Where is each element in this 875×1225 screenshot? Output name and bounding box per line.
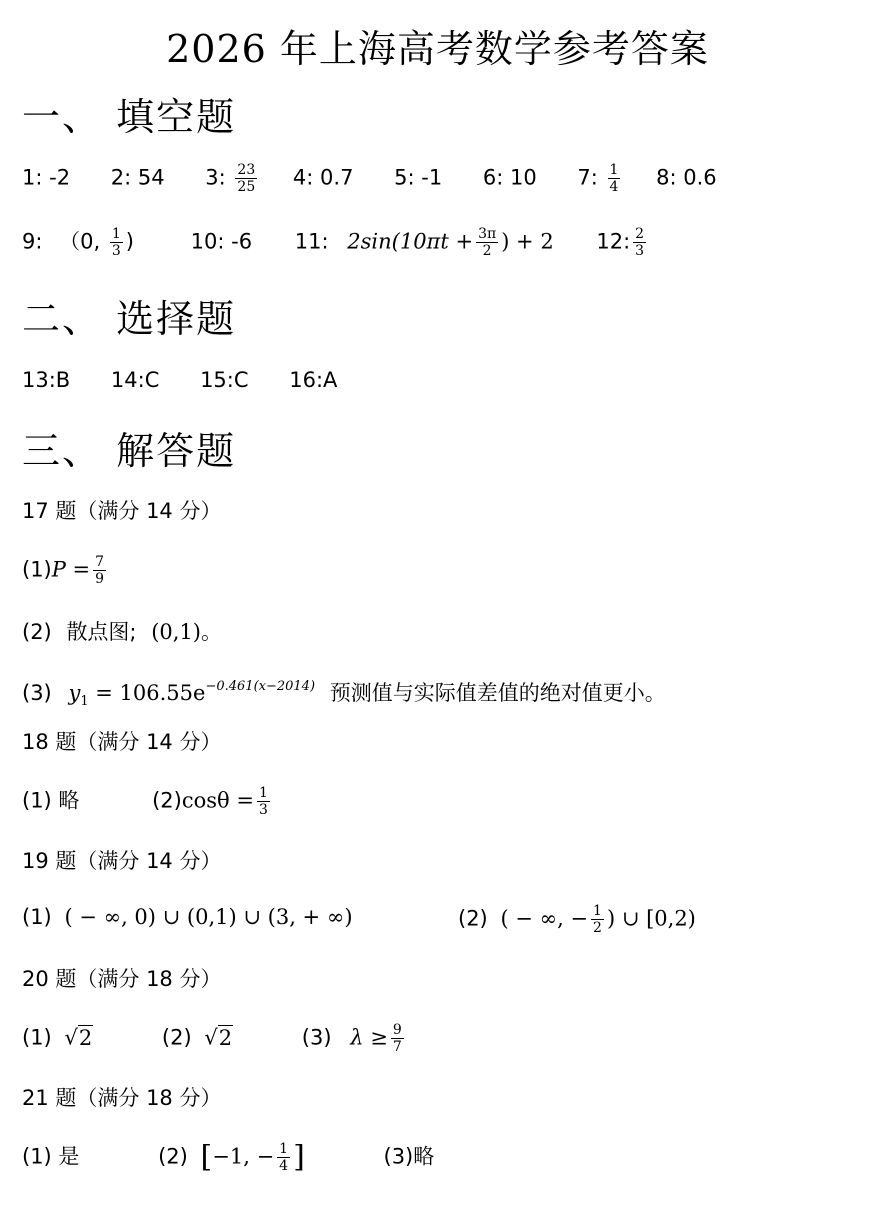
choice-answer: 16:A: [289, 368, 338, 392]
fill-answers-row-2: [22, 226, 649, 259]
q17-part-1: [22, 554, 109, 587]
answer-5: 5: -1: [394, 165, 443, 190]
q17-p2-end: 。: [201, 620, 222, 644]
q17-p2-text: 散点图;: [66, 620, 137, 644]
q19-p2-math-start: ( − ∞, −: [500, 906, 589, 931]
fraction-denominator: 4: [609, 179, 619, 195]
q19-header: 19 题（满分 14 分）: [22, 849, 222, 873]
answer-3-fraction: [235, 162, 257, 195]
answer-9-open: （0,: [59, 229, 101, 254]
answer-9-label: 9:: [22, 229, 43, 254]
answer-3-label: 3:: [205, 165, 226, 190]
q19-part-2: [458, 903, 696, 936]
fraction-denominator: 25: [237, 179, 256, 195]
answer-1: 1: -2: [22, 165, 71, 190]
q20-answers: [22, 1022, 407, 1055]
q18-p2-fraction: [257, 785, 270, 818]
fraction-denominator: 2: [593, 920, 602, 936]
answer-6: 6: 10: [482, 165, 537, 190]
q17-header: 17 题（满分 14 分）: [22, 499, 222, 523]
q18-answers: [22, 785, 273, 818]
answer-12-label: 12:: [596, 229, 631, 254]
q20-p2-sqrt: √2: [204, 1025, 233, 1050]
choice-answer: 15:C: [200, 368, 249, 392]
section-heading-solve: 三、 解答题: [22, 429, 237, 473]
choice-answer: 13:B: [22, 368, 71, 392]
section-heading-choice: 二、 选择题: [22, 297, 237, 341]
q20-header: 20 题（满分 18 分）: [22, 967, 222, 991]
fraction-denominator: 3: [111, 243, 121, 259]
part-label: (2): [161, 1025, 192, 1050]
fraction-numerator: 7: [95, 554, 105, 570]
fraction-numerator: 1: [111, 226, 121, 242]
q18-header: 18 题（满分 14 分）: [22, 730, 222, 754]
fraction-denominator: 3: [258, 802, 268, 818]
q19-p2-math-end: ) ∪ [0,2): [606, 906, 696, 931]
part-label: (1): [22, 557, 52, 582]
q20-p3-fraction: [391, 1022, 404, 1055]
q17-part-3: [22, 673, 666, 716]
q21-answers: [22, 1141, 434, 1174]
part-label: (2): [158, 1144, 188, 1169]
q17-part-2: [22, 618, 222, 646]
answer-9-fraction: [110, 226, 123, 259]
part-label: (3): [22, 681, 52, 705]
part-label: (1): [22, 905, 52, 929]
q21-p2-close-bracket: ]: [293, 1139, 305, 1175]
part-label: (2): [22, 620, 52, 644]
q18-part-1: (1) 略: [22, 788, 80, 813]
q19-p1-math: ( − ∞, 0) ∪ (0,1) ∪ (3, + ∞): [64, 905, 353, 929]
q17-p3-equation: = 106.55e: [95, 681, 206, 705]
answer-11-label: 11:: [294, 229, 329, 254]
fraction-numerator: 1: [258, 785, 268, 801]
radicand: 2: [218, 1025, 233, 1050]
q21-part-3: (3)略: [383, 1144, 435, 1169]
q17-p3-text: 预测值与实际值差值的绝对值更小。: [329, 681, 666, 705]
choice-answer: 14:C: [110, 368, 160, 392]
q17-p3-exponent: −0.461(x−2014): [205, 679, 316, 694]
fraction-numerator: 9: [392, 1022, 402, 1038]
answer-7-label: 7:: [577, 165, 598, 190]
fraction-numerator: 23: [237, 162, 256, 178]
fraction-numerator: 3π: [478, 226, 497, 242]
q17-p2-math: (0,1): [151, 620, 201, 644]
q17-p1-fraction: [93, 554, 106, 587]
q21-p2-open-bracket: [: [200, 1139, 213, 1175]
q17-p3-subscript: 1: [80, 694, 89, 709]
q18-p2-equation: cosθ =: [181, 788, 254, 813]
radicand: 2: [78, 1025, 93, 1050]
answer-12-fraction: [633, 226, 646, 259]
fill-answers-row-1: [22, 162, 717, 195]
part-label: (1): [22, 1025, 52, 1050]
answer-4: 4: 0.7: [292, 165, 354, 190]
q17-p1-equation: P =: [51, 557, 91, 582]
part-label: (2): [458, 906, 488, 931]
answer-8: 8: 0.6: [656, 165, 717, 190]
answer-7-fraction: [608, 162, 621, 195]
answer-11-expr-start: 2sin(10πt +: [347, 229, 474, 254]
q21-p2-math: −1, −: [212, 1144, 275, 1169]
fraction-numerator: 1: [593, 903, 602, 919]
part-label: (2): [152, 788, 182, 813]
q17-p3-y: y: [68, 681, 81, 705]
fraction-denominator: 7: [392, 1039, 402, 1055]
part-label: (3): [301, 1025, 332, 1050]
answer-11-expr-end: ) + 2: [501, 229, 554, 254]
fraction-denominator: 3: [635, 243, 645, 259]
answer-10: 10: -6: [190, 229, 253, 254]
fraction-numerator: 2: [635, 226, 645, 242]
q20-p1-sqrt: √2: [64, 1025, 93, 1050]
answer-11-fraction: [476, 226, 498, 259]
q20-p3-inequality: λ ≥: [350, 1025, 388, 1050]
fraction-numerator: 1: [609, 162, 619, 178]
q21-p2-fraction: [277, 1141, 290, 1174]
answer-9-close: ): [125, 229, 134, 254]
fraction-denominator: 4: [279, 1158, 289, 1174]
answer-2: 2: 54: [110, 165, 165, 190]
q19-answers: [22, 903, 353, 931]
choice-answers-row: [22, 366, 337, 394]
page-title: 2026 年上海高考数学参考答案: [166, 27, 709, 71]
fraction-denominator: 2: [482, 243, 492, 259]
q19-p2-fraction: [591, 903, 604, 936]
fraction-denominator: 9: [95, 571, 105, 587]
fraction-numerator: 1: [279, 1141, 289, 1157]
section-heading-fill: 一、 填空题: [22, 95, 237, 139]
q21-part-1: (1) 是: [22, 1144, 80, 1169]
q21-header: 21 题（满分 18 分）: [22, 1086, 222, 1110]
